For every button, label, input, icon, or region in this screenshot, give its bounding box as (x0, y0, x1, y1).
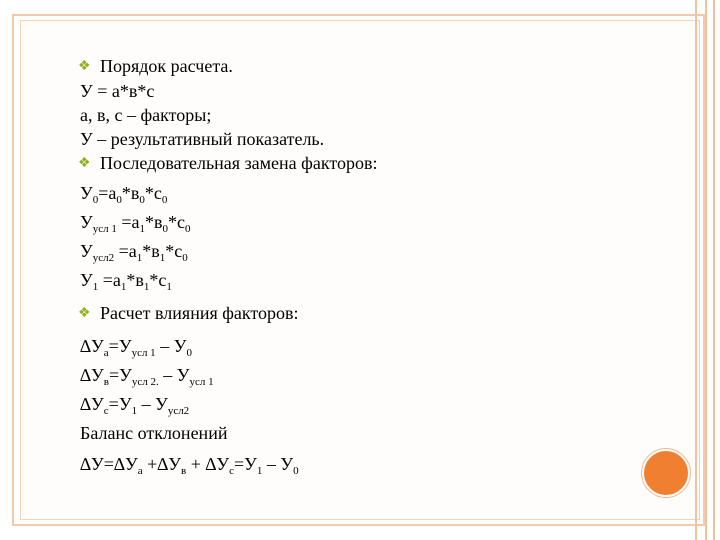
diamond-cluster-icon: ❖ (78, 59, 91, 74)
diamond-cluster-icon: ❖ (78, 306, 91, 321)
right-decor-line-3 (713, 0, 715, 540)
formula-y0: $У_0=а_0*в_0*с_0$ (80, 183, 168, 206)
formula-delta-c: $\Delta У_с=У_1 - У_{усл2}$ (80, 394, 190, 417)
formula-y1: $У_1 =а_1*в_1*с_1$ (80, 270, 172, 293)
heading-balance: Баланс отклонений (80, 423, 228, 443)
right-decor-line-1 (695, 0, 697, 540)
result-indicator-line: У – результативный показатель. (80, 129, 325, 149)
formula-ycond2: $У_{усл2} =а_1*в_1*с_0$ (80, 241, 188, 264)
right-decor-line-2 (705, 0, 707, 540)
formula-delta-v: $\Delta У_в=У_{усл 2.} - У_{усл 1}$ (80, 365, 214, 388)
formula-balance: $\Delta У=\Delta У_а +\Delta У_в + \Delta У_с=У_1 - У_0$ (80, 454, 299, 477)
formula-main: У = а*в*с (80, 81, 155, 101)
diamond-cluster-icon: ❖ (78, 156, 91, 171)
heading-influence: Расчет влияния факторов: (100, 303, 299, 323)
factors-line: а, в, с – факторы; (80, 105, 212, 125)
heading-substitution: Последовательная замена факторов: (100, 153, 378, 173)
formula-ycond1: $У_{усл 1} =а_1*в_0*с_0$ (80, 212, 191, 235)
orange-circle-decor (642, 449, 690, 497)
heading-order: Порядок расчета. (100, 56, 233, 76)
formula-delta-a: $\Delta У_а=У_{усл 1} - У_0$ (80, 336, 192, 359)
